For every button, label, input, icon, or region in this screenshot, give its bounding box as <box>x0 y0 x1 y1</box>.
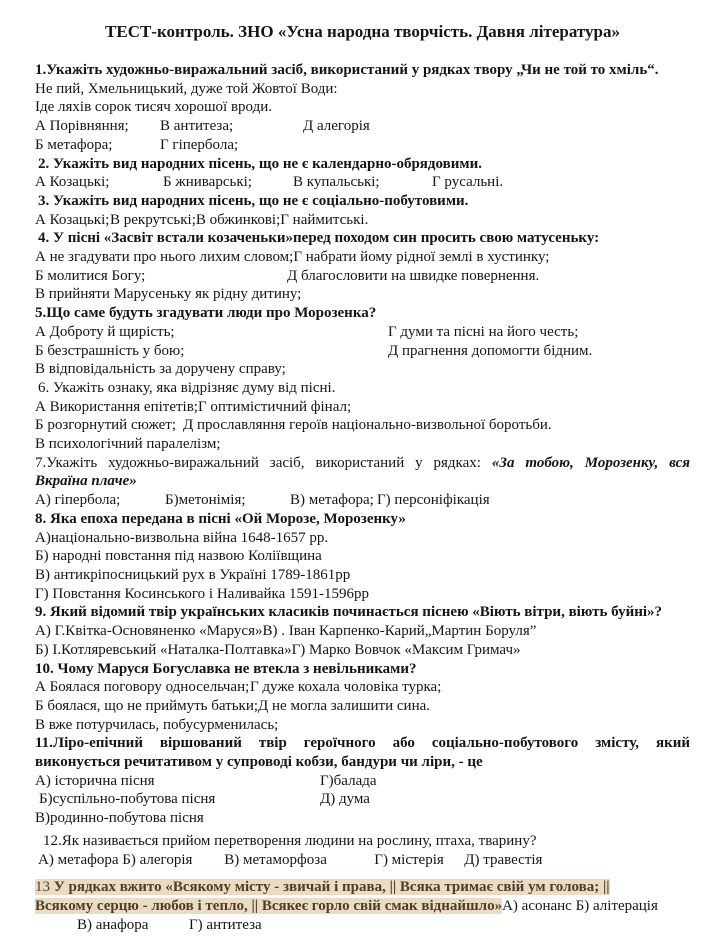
option-text: А Використання епітетів; <box>35 398 198 415</box>
text-run: Г) Повстання Косинського і Наливайка 1591-1596рр <box>35 585 369 602</box>
options-row <box>35 248 690 267</box>
question-9 <box>35 603 690 659</box>
question-header <box>35 878 690 897</box>
text-run: виконується речитативом у супроводі кобзи, бандури чи ліри, - це <box>35 754 483 771</box>
option-text: А Козацькі; <box>35 174 110 191</box>
option-text: Б боялася, що не приймуть батьки; <box>35 697 259 714</box>
text-run: Д прославляння героїв національно-визвольної боротьби. <box>183 417 552 434</box>
text-run: В) . Іван Карпенко-Карий„Мартин Боруля” <box>262 623 537 640</box>
text-run: 2. Укажіть вид народних пісень, що не є календарно-обрядовими. <box>38 155 482 172</box>
text-run: Г) персоніфікація <box>377 492 490 509</box>
question-header <box>35 229 690 248</box>
option-text: В) анафора <box>77 916 149 933</box>
option-text: А) Г.Квітка-Основяненко «Маруся» <box>35 623 263 640</box>
text-run: Г) антитеза <box>189 916 262 933</box>
option-text: В) метаморфоза <box>224 851 327 868</box>
text-run: 7.Укажіть художньо-виражальний засіб, використаний у рядках: <box>35 454 492 471</box>
options-row <box>35 285 690 304</box>
question-header <box>35 472 690 491</box>
text-run: Г) Марко Вовчок «Максим Гримач» <box>291 641 521 658</box>
question-header <box>35 753 690 772</box>
question-10 <box>35 660 690 735</box>
question-11 <box>35 734 690 828</box>
questions <box>35 61 690 934</box>
text-run: 12.Як називається прийом перетворення людини на рослину, птаха, тварину? <box>43 832 537 849</box>
text-run: Д прагнення допомогти бідним. <box>388 342 593 359</box>
option-text: Б) алегорія <box>122 851 193 868</box>
option-text: А) історична пісня <box>35 772 155 789</box>
text-run: В)родинно-побутова пісня <box>35 810 204 827</box>
text-run: Г дуже кохала чоловіка турка; <box>250 679 442 696</box>
text-run: В) антикріпосницький рух в Україні 1789-1861рр <box>35 566 351 583</box>
text-run: 9. Який відомий твір українських класиків починається піснею «Віють вітри, віють буйні»? <box>35 604 663 621</box>
text-run: Д благословити на швидке повернення. <box>287 267 540 284</box>
options-row <box>35 173 690 192</box>
options-row <box>35 851 690 870</box>
text-run: «За тобою, Морозенку, вся <box>491 454 690 471</box>
text-run: 6. Укажіть ознаку, яка відрізняє думу від пісні. <box>38 379 336 396</box>
text-run: Вкраїна плаче» <box>35 473 137 490</box>
text-run: 1.Укажіть художньо-виражальний засіб, використаний у рядках твору „Чи не той то хміль“. <box>35 62 659 78</box>
question-header <box>35 192 690 211</box>
text-run: Г думи та пісні на його честь; <box>388 323 579 340</box>
options-row <box>35 342 690 361</box>
text-run: Д алегорія <box>303 118 370 135</box>
options-row <box>35 267 690 286</box>
highlighted-text: 13 <box>35 879 54 896</box>
option-text: Б)суспільно-побутова пісня <box>39 791 216 808</box>
options-row <box>35 529 690 548</box>
options-row <box>35 136 690 155</box>
text-run: Б) народні повстання під назвою Коліївщина <box>35 548 322 565</box>
options-row <box>35 435 690 454</box>
question-header <box>35 454 690 473</box>
text-run: В вже потурчилась, побусурменилась; <box>35 716 279 733</box>
options-row <box>35 790 690 809</box>
options-row <box>35 547 690 566</box>
options-row <box>35 809 690 828</box>
option-text: В рекрутські; <box>110 211 196 228</box>
question-header <box>35 660 690 679</box>
highlighted-text: У рядках вжито «Всякому місту - звичай і права, || Всяка тримає свій ум голова; || <box>53 879 610 896</box>
question-12 <box>35 832 690 869</box>
question-header <box>35 304 690 323</box>
question-2 <box>35 155 690 192</box>
option-text: Б метафора; <box>35 136 113 153</box>
text-run: В психологічний паралелізм; <box>35 436 221 453</box>
option-text: А) метафора <box>38 851 123 868</box>
question-5 <box>35 304 690 379</box>
options-row <box>35 323 690 342</box>
options-row <box>35 697 690 716</box>
text-run: 5.Що саме будуть згадувати люди про Морозенка? <box>35 305 377 322</box>
text-run: Г гіпербола; <box>160 136 239 153</box>
options-row <box>35 678 690 697</box>
question-header <box>35 510 690 529</box>
option-text: В антитеза; <box>160 118 234 135</box>
question-1 <box>35 61 690 155</box>
option-text: Г) містерія <box>374 851 444 868</box>
option-text: Б жниварські; <box>163 174 252 191</box>
options-row <box>35 772 690 791</box>
option-text: В купальські; <box>293 174 380 191</box>
question-8 <box>35 510 690 604</box>
options-row <box>35 716 690 735</box>
option-text: Б молитися Богу; <box>35 267 146 284</box>
options-row <box>35 398 690 417</box>
options-row <box>35 566 690 585</box>
option-text: Б)метонімія; <box>165 492 246 509</box>
question-13 <box>35 878 690 934</box>
options-row <box>35 916 690 935</box>
text-run: Д не могла залишити сина. <box>258 697 430 714</box>
quote-line <box>35 80 690 99</box>
options-row <box>35 117 690 136</box>
text-run: Г оптимістичний фінал; <box>197 398 352 415</box>
question-header <box>35 379 690 398</box>
question-header <box>35 603 690 622</box>
question-header <box>35 61 690 80</box>
question-header <box>35 734 690 753</box>
text-run: 8. Яка епоха передана в пісні «Ой Морозе, Морозенку» <box>35 510 406 527</box>
options-row <box>35 211 690 230</box>
option-text: Б безстрашність у бою; <box>35 342 185 359</box>
options-row <box>35 585 690 604</box>
text-run: А)національно-визвольна війна 1648-1657 рр. <box>35 529 329 546</box>
option-text: А Доброту й щирість; <box>35 323 175 340</box>
text-run: 11.Ліро-епічний віршований твір героїчного або соціально-побутового змісту, який <box>35 735 690 752</box>
text-run: Д) дума <box>320 791 370 808</box>
text-run: Не пий, Хмельницький, дуже той Жовтої Води: <box>35 80 338 97</box>
option-text: Б) І.Котляревський «Наталка-Полтавка» <box>35 641 292 658</box>
highlighted-text: Всякому серцю - любов і тепло, || Всякеє горло свій смак віднайшло» <box>35 897 503 914</box>
options-row <box>35 622 690 641</box>
option-text: А не згадувати про нього лихим словом; <box>35 249 294 266</box>
option-text: А) гіпербола; <box>35 492 121 509</box>
question-4 <box>35 229 690 304</box>
options-row <box>35 491 690 510</box>
options-row <box>35 416 690 435</box>
text-run: 3. Укажіть вид народних пісень, що не є соціально-побутовими. <box>38 192 469 209</box>
text-run: Іде ляхів сорок тисяч хорошої вроди. <box>35 99 273 116</box>
option-text: В) метафора; <box>290 492 374 509</box>
text-run: Г набрати йому рідної землі в хустинку; <box>293 249 550 266</box>
question-header <box>35 155 690 174</box>
question-3 <box>35 192 690 229</box>
text-run: Г русальні. <box>432 174 504 191</box>
text-run: 10. Чому Маруся Богуславка не втекла з невільниками? <box>35 660 417 677</box>
question-7 <box>35 454 690 510</box>
text-run: 4. У пісні «Засвіт встали козаченьки»перед походом син просить свою матусеньку: <box>38 230 600 247</box>
text-run: Г наймитські. <box>280 211 369 228</box>
options-row <box>35 641 690 660</box>
question-6 <box>35 379 690 454</box>
option-text: Б розгорнутий сюжет; <box>35 417 176 434</box>
text-run: В прийняти Марусеньку як рідну дитину; <box>35 286 302 303</box>
page-title: ТЕСТ-контроль. ЗНО «Усна народна творчість. Давня література» <box>105 22 620 41</box>
question-header <box>35 897 690 916</box>
text-run: В відповідальність за доручену справу; <box>35 361 286 378</box>
option-text: А Козацькі; <box>35 211 110 228</box>
option-text: А Боялася поговору односельчан; <box>35 679 250 696</box>
quote-line <box>35 98 690 117</box>
text-run: А) асонанс Б) алітерація <box>502 897 658 914</box>
option-text: В обжинкові; <box>195 211 281 228</box>
question-header <box>35 832 690 851</box>
options-row <box>35 360 690 379</box>
text-run: Г)балада <box>320 772 377 789</box>
option-text: А Порівняння; <box>35 118 129 135</box>
text-run: Д) травестія <box>464 851 543 868</box>
